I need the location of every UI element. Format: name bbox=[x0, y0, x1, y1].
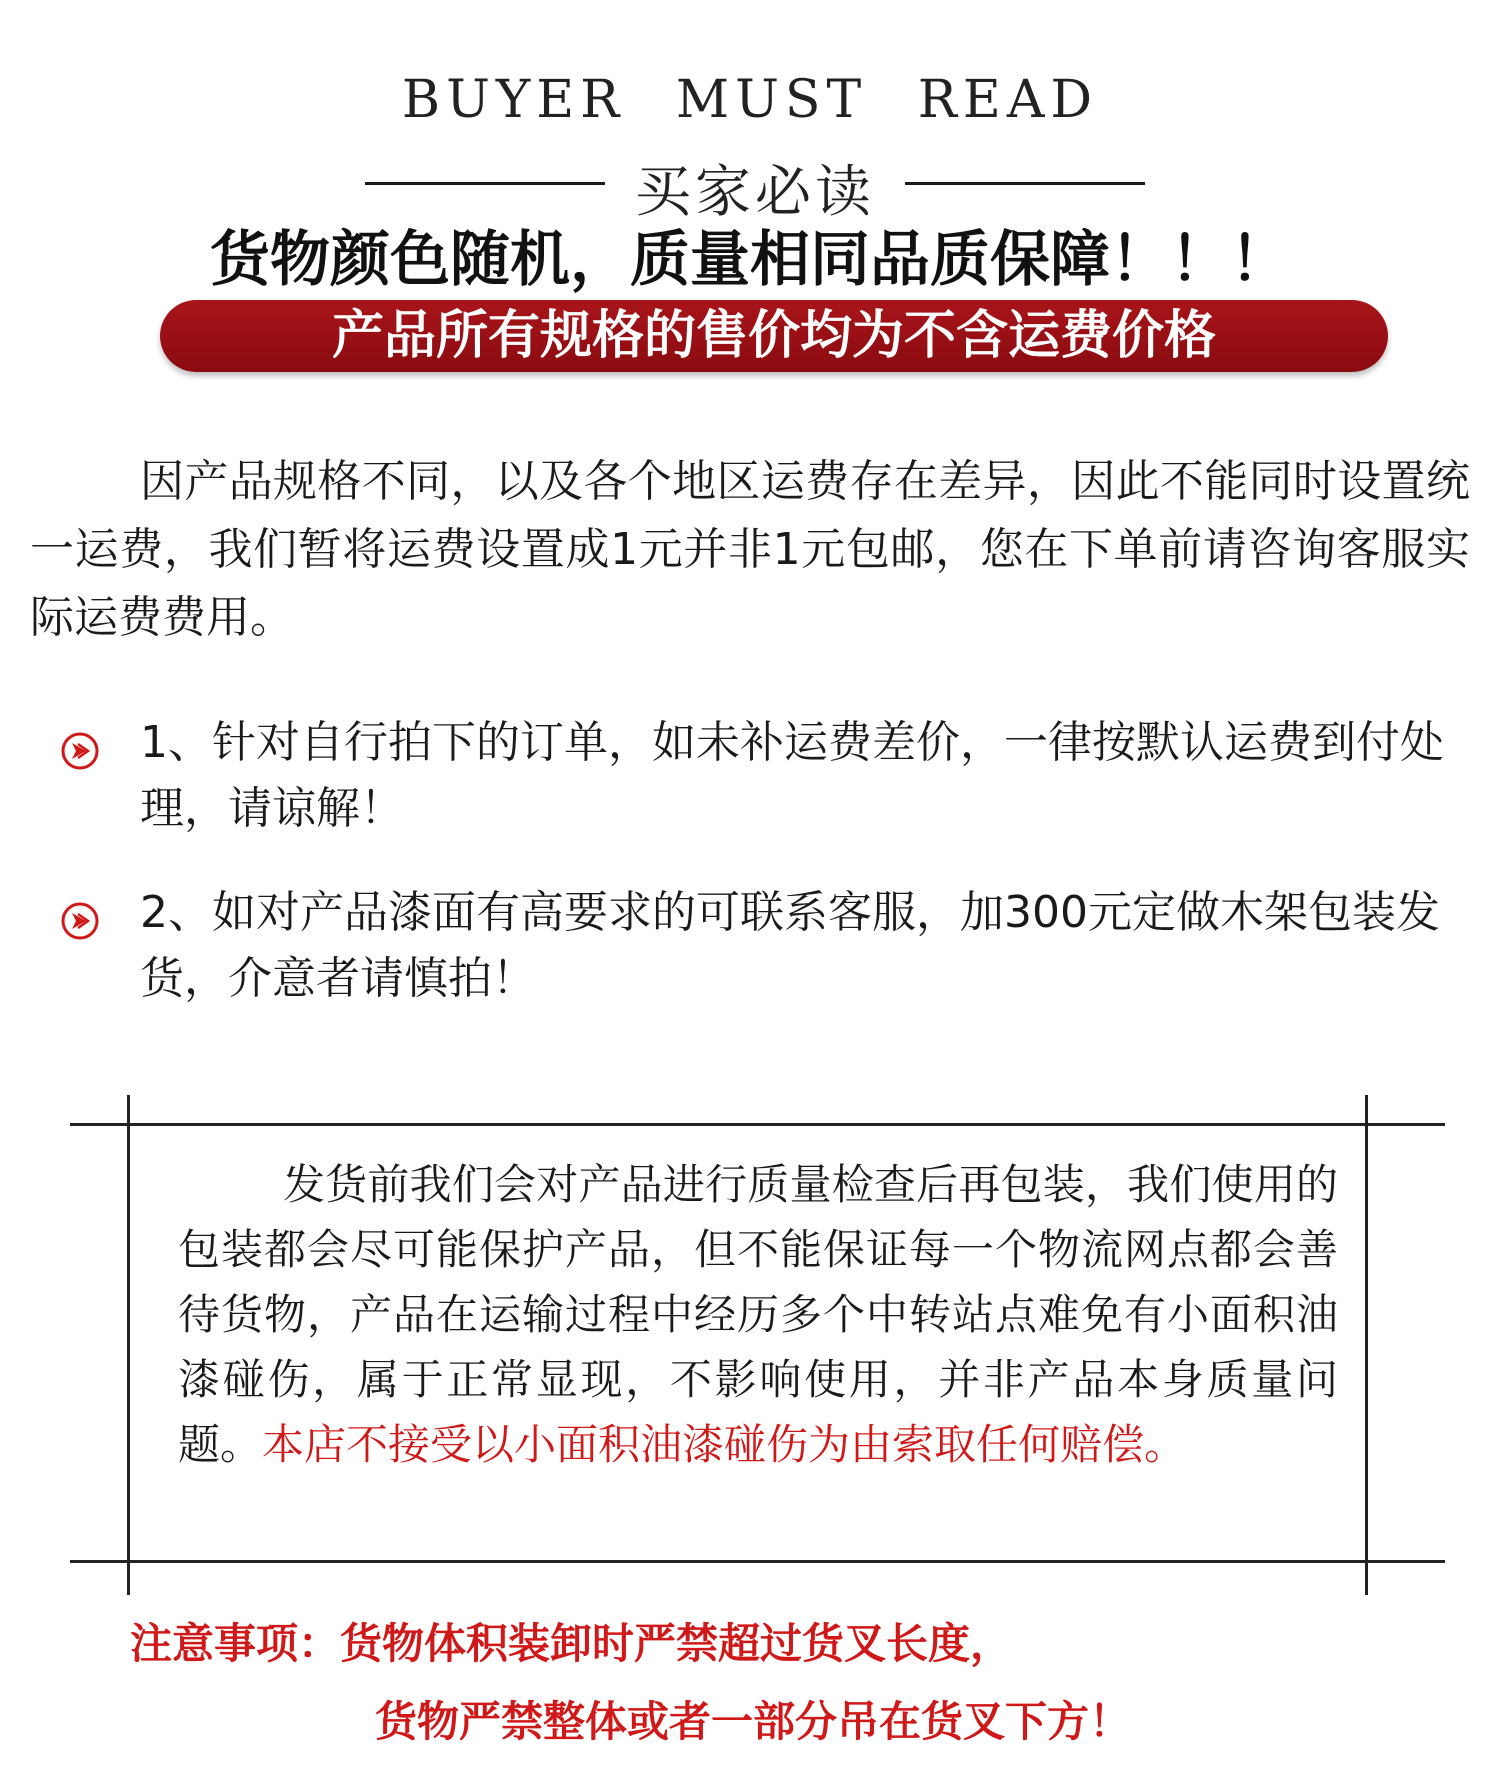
notice-line-1: 注意事项：货物体积装卸时严禁超过货叉长度， bbox=[130, 1619, 1013, 1668]
circle-arrow-icon bbox=[60, 724, 100, 764]
frame-top-line bbox=[70, 1123, 1445, 1126]
frame-bottom-line bbox=[70, 1560, 1445, 1563]
frame-right-line bbox=[1365, 1095, 1368, 1595]
title-divider-right bbox=[905, 182, 1145, 185]
bullet-item-1 bbox=[55, 710, 1475, 850]
disclaimer-text: 发货前我们会对产品进行质量检查后再包装，我们使用的包装都会尽可能保护产品，但不能保证每一个物流网点都会善待货物，产品在运输过程中经历多个中转站点难免有小面积油漆碰伤，属于正常显现，不影响使用，并非产品本身质量问题。 bbox=[178, 1160, 1338, 1469]
bullet-text: 2、如对产品漆面有高要求的可联系客服，加300元定做木架包装发货，介意者请慎拍！ bbox=[140, 887, 1440, 1004]
circle-arrow-icon bbox=[60, 894, 100, 934]
bullet-item-2 bbox=[55, 880, 1475, 1020]
bullet-text: 1、针对自行拍下的订单，如未补运费差价，一律按默认运费到付处理，请谅解！ bbox=[140, 717, 1444, 834]
frame-left-line bbox=[127, 1095, 130, 1595]
chinese-title-row bbox=[0, 148, 1500, 225]
english-title: BUYER MUST READ bbox=[401, 70, 1099, 130]
title-divider-left bbox=[365, 182, 605, 185]
shipping-disclaimer-box bbox=[178, 1152, 1338, 1477]
chinese-title: 买家必读 bbox=[635, 160, 875, 225]
notice-line-2: 货物严禁整体或者一部分吊在货叉下方！ bbox=[375, 1697, 1132, 1746]
price-banner: 产品所有规格的售价均为不含运费价格 bbox=[160, 300, 1388, 372]
disclaimer-red-text: 本店不接受以小面积油漆碰伤为由索取任何赔偿。 bbox=[262, 1420, 1187, 1469]
intro-paragraph: 因产品规格不同，以及各个地区运费存在差异，因此不能同时设置统一运费，我们暂将运费设置成1元并非1元包邮，您在下单前请咨询客服实际运费费用。 bbox=[30, 456, 1470, 643]
headline: 货物颜色随机，质量相同品质保障！！！ bbox=[210, 225, 1290, 295]
